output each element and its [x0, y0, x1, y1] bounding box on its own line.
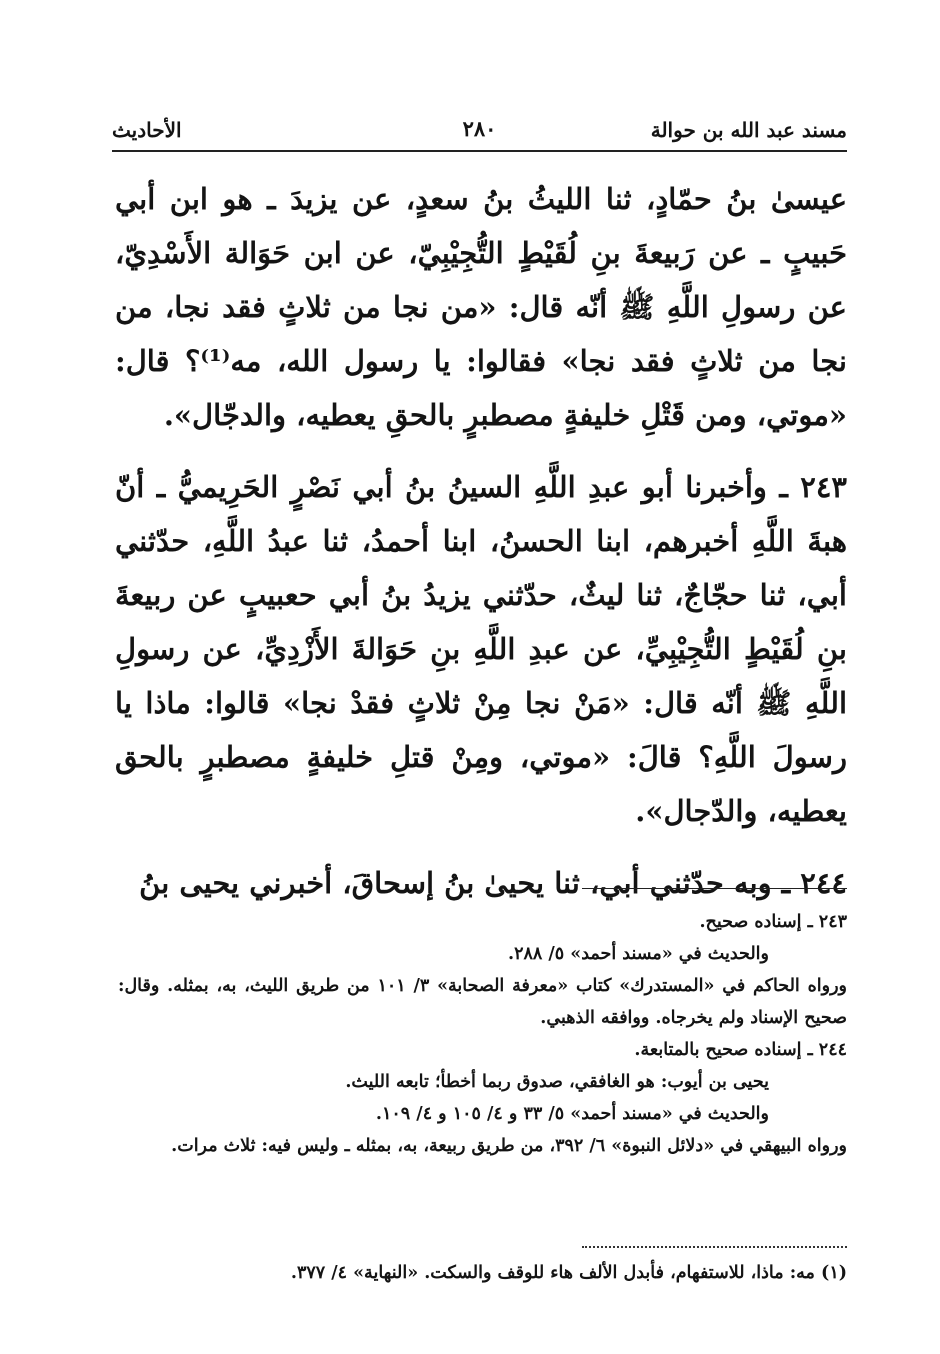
note-244-narrator: يحيى بن أيوب: هو الغافقي، صدوق ربما أخطأ؛ تابعه الليث.	[345, 1072, 769, 1092]
hadith-paragraph: عيسىٰ بنُ حمّادٍ، ثنا الليثُ بنُ سعدٍ، عن يزيدَ ـ هو ابن أبي حَبيبٍ ـ عن رَبيعةَ بنِ لُقَيْطٍ التُّجِيْبِيّ، عن ابن حَوَالة الأَسْدِيّ، عن رسولِ اللَّهِ ﷺ أنّه قال: «من نجا من ثلاثٍ فقد نجا، من نجا من ثلاثٍ فقد نجا» فقالوا: يا رسول الله، مه⁽¹⁾؟ قال: «موتي، ومن قَتْلِ خليفةٍ مصطبرٍ بالحقِ يعطيه، والدجّال».	[115, 182, 847, 432]
main-text	[115, 172, 847, 910]
book-title: مسند عبد الله بن حوالة	[650, 118, 847, 142]
note-243-hakim: ورواه الحاكم في «المستدرك» كتاب «معرفة الصحابة» ٣/ ١٠١ من طريق الليث، به، بمثله. وقال: صحيح الإسناد ولم يخرجاه. ووافقه الذهبي.	[118, 976, 847, 1028]
footnote-divider	[582, 1246, 847, 1248]
note-244-musnad: والحديث في «مسند أحمد» ٥/ ٣٣ و ٤/ ١٠٥ و ٤/ ١٠٩.	[375, 1104, 769, 1124]
footnote	[118, 1256, 847, 1290]
page-header	[112, 112, 847, 148]
note-243-grading: ٢٤٣ ـ إسناده صحيح.	[699, 912, 847, 932]
footnote-1: (١) مه: ماذا، للاستفهام، فأبدل الألف هاء للوقف والسكت. «النهاية» ٤/ ٣٧٧.	[290, 1263, 847, 1283]
commentary-notes	[118, 906, 847, 1162]
hadith-244: ٢٤٤ ـ وبه حدّثني أبي، ثنا يحيىٰ بنُ إسحاقَ، أخبرني يحيى بنُ	[139, 866, 847, 900]
note-244-grading: ٢٤٤ ـ إسناده صحيح بالمتابعة.	[634, 1040, 847, 1060]
header-divider	[112, 150, 847, 152]
page-number: ٢٨٠	[462, 116, 497, 141]
note-243-musnad: والحديث في «مسند أحمد» ٥/ ٢٨٨.	[507, 944, 769, 964]
hadith-243: ٢٤٣ ـ وأخبرنا أبو عبدِ اللَّهِ السينُ بنُ أبي نَصْرٍ الحَرِيميُّ ـ أنّ هبةَ اللَّهِ أخبرهم، ابنا الحسنُ، ابنا أحمدُ، ثنا عبدُ اللَّهِ، حدّثني أبي، ثنا حجّاجٌ، ثنا ليثٌ، حدّثني يزيدُ بنُ أبي حعبيبٍ عن ربيعةَ بنِ لُقَيْطٍ التُّجِيْبِيِّ، عن عبدِ اللَّهِ بنِ حَوَالةَ الأَزْدِيِّ، عن رسولِ اللَّهِ ﷺ أنّه قال: «مَنْ نجا مِنْ ثلاثٍ فقدْ نجا» قالوا: ماذا يا رسولَ اللَّهِ؟ قالَ: «موتي، ومِنْ قتلِ خليفةٍ مصطبرٍ بالحق يعطيه، والدّجال».	[115, 470, 847, 828]
note-244-bayhaqi: ورواه البيهقي في «دلائل النبوة» ٦/ ٣٩٢، من طريق ربيعة، به، بمثله ـ وليس فيه: ثلاث مرات.	[171, 1136, 847, 1156]
notes-divider	[582, 888, 847, 889]
section-title: الأحاديث	[112, 118, 182, 142]
